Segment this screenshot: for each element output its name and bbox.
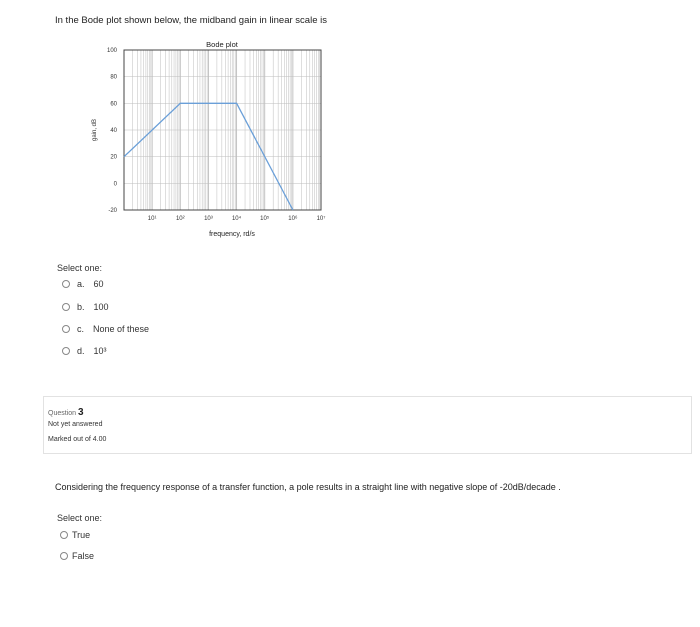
y-tick-label: 40: [110, 128, 117, 134]
x-tick-label: 10³: [204, 216, 213, 222]
option-letter: b.: [77, 302, 85, 312]
option-text: 100: [93, 302, 109, 312]
chart-grid: [124, 50, 321, 210]
x-tick-label: 10¹: [147, 216, 157, 222]
option-text: False: [72, 551, 95, 561]
y-axis-label: gain, dB: [92, 118, 98, 142]
x-tick-label: 10⁵: [260, 216, 270, 222]
y-tick-label: 80: [110, 74, 117, 81]
radio-icon[interactable]: [60, 552, 68, 560]
x-tick-label: 10²: [175, 216, 185, 222]
radio-icon[interactable]: [62, 347, 70, 355]
y-tick-label: -20: [108, 208, 117, 214]
question-number-value: 3: [78, 407, 84, 418]
option-text: 60: [93, 279, 104, 289]
radio-icon[interactable]: [60, 531, 68, 539]
question-status: Not yet answered: [48, 421, 103, 428]
q2-select-label: Select one:: [57, 263, 103, 273]
option-text: 10³: [93, 346, 107, 356]
q2-option-a[interactable]: [62, 279, 104, 289]
q3-select-label: Select one:: [57, 513, 103, 523]
question-number: [48, 402, 84, 420]
q3-option-true[interactable]: [60, 530, 90, 540]
option-letter: c.: [77, 324, 85, 334]
radio-icon[interactable]: [62, 303, 70, 311]
x-axis-label: frequency, rd/s: [209, 231, 255, 238]
radio-icon[interactable]: [62, 325, 70, 333]
question-label: Question: [48, 410, 77, 417]
q3-option-false[interactable]: [60, 551, 94, 561]
y-tick-label: 0: [113, 181, 117, 188]
y-tick-label: 20: [110, 154, 117, 161]
y-tick-label: 100: [106, 48, 117, 54]
x-tick-label: 10⁶: [288, 216, 298, 222]
option-letter: d.: [77, 346, 85, 356]
question-3-text: Considering the frequency response of a transfer function, a pole results in a straight line with negative slope of -20dB/decade .: [55, 482, 561, 492]
chart-title: Bode plot: [206, 40, 238, 49]
q2-option-d[interactable]: [62, 346, 107, 356]
question-3-info-box: [43, 396, 692, 454]
question-2-text: In the Bode plot shown below, the midband gain in linear scale is: [55, 15, 327, 26]
q2-option-c[interactable]: [62, 324, 149, 334]
y-tick-label: 60: [110, 101, 117, 108]
radio-icon[interactable]: [62, 280, 70, 288]
bode-plot: [80, 36, 340, 246]
option-text: True: [72, 530, 91, 540]
option-text: None of these: [93, 324, 150, 334]
x-tick-label: 10⁷: [316, 216, 326, 222]
x-tick-label: 10⁴: [231, 216, 242, 222]
question-marks: Marked out of 4.00: [48, 436, 107, 443]
option-letter: a.: [77, 279, 85, 289]
q2-option-b[interactable]: [62, 302, 109, 312]
